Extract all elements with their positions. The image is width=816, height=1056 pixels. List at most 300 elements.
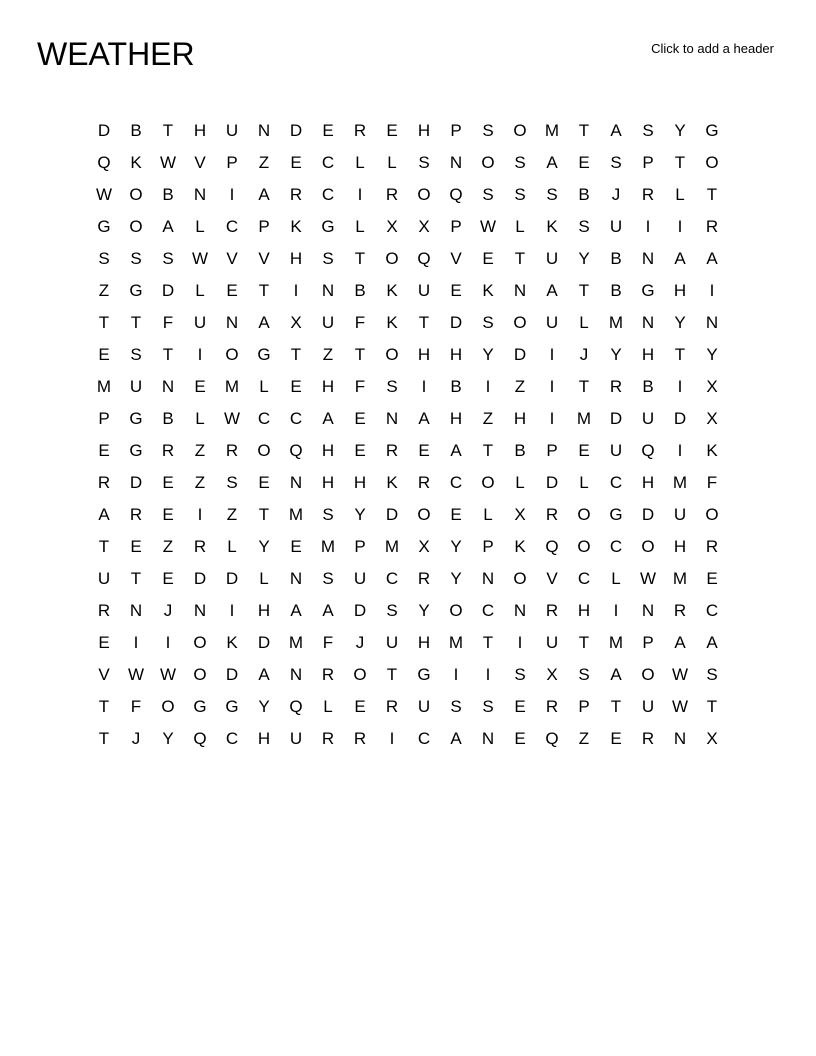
- grid-cell[interactable]: O: [257, 441, 271, 460]
- grid-cell[interactable]: E: [98, 441, 110, 460]
- grid-cell[interactable]: M: [608, 313, 624, 332]
- grid-cell[interactable]: T: [482, 441, 494, 460]
- grid-cell[interactable]: R: [641, 185, 655, 204]
- grid-cell[interactable]: S: [514, 665, 526, 684]
- grid-cell[interactable]: V: [450, 249, 462, 268]
- grid-cell[interactable]: I: [549, 345, 555, 364]
- grid-cell[interactable]: E: [482, 249, 494, 268]
- grid-cell[interactable]: W: [479, 217, 497, 236]
- grid-cell[interactable]: C: [225, 217, 239, 236]
- grid-cell[interactable]: X: [514, 505, 526, 524]
- grid-cell[interactable]: A: [322, 409, 334, 428]
- grid-cell[interactable]: Z: [322, 345, 334, 364]
- grid-cell[interactable]: A: [258, 185, 270, 204]
- grid-cell[interactable]: N: [321, 281, 335, 300]
- grid-cell[interactable]: A: [674, 633, 686, 652]
- grid-cell[interactable]: E: [514, 729, 526, 748]
- grid-cell[interactable]: O: [353, 665, 367, 684]
- grid-cell[interactable]: Y: [450, 537, 462, 556]
- grid-cell[interactable]: U: [385, 633, 399, 652]
- grid-cell[interactable]: I: [485, 665, 491, 684]
- grid-cell[interactable]: O: [129, 185, 143, 204]
- grid-cell[interactable]: U: [353, 569, 367, 588]
- grid-cell[interactable]: S: [514, 153, 526, 172]
- grid-cell[interactable]: T: [162, 121, 174, 140]
- grid-cell[interactable]: Z: [194, 441, 206, 460]
- grid-cell[interactable]: T: [290, 345, 302, 364]
- grid-cell[interactable]: C: [609, 473, 623, 492]
- grid-cell[interactable]: U: [97, 569, 111, 588]
- grid-cell[interactable]: I: [229, 601, 235, 620]
- grid-cell[interactable]: T: [578, 121, 590, 140]
- grid-cell[interactable]: V: [258, 249, 270, 268]
- grid-cell[interactable]: O: [577, 537, 591, 556]
- grid-cell[interactable]: K: [482, 281, 494, 300]
- grid-cell[interactable]: L: [515, 473, 525, 492]
- grid-cell[interactable]: O: [129, 217, 143, 236]
- grid-cell[interactable]: E: [290, 153, 302, 172]
- grid-cell[interactable]: J: [611, 185, 621, 204]
- grid-cell[interactable]: N: [641, 601, 655, 620]
- grid-cell[interactable]: T: [706, 185, 718, 204]
- grid-cell[interactable]: O: [513, 313, 527, 332]
- grid-cell[interactable]: R: [385, 185, 399, 204]
- grid-cell[interactable]: D: [257, 633, 271, 652]
- header-placeholder[interactable]: Click to add a header: [651, 41, 774, 56]
- grid-cell[interactable]: R: [289, 185, 303, 204]
- grid-cell[interactable]: S: [130, 249, 142, 268]
- grid-cell[interactable]: H: [641, 473, 655, 492]
- grid-cell[interactable]: G: [705, 121, 719, 140]
- grid-cell[interactable]: L: [355, 217, 365, 236]
- grid-cell[interactable]: N: [705, 313, 719, 332]
- grid-cell[interactable]: E: [386, 121, 398, 140]
- grid-cell[interactable]: C: [417, 729, 431, 748]
- grid-cell[interactable]: P: [546, 441, 558, 460]
- grid-cell[interactable]: M: [608, 633, 624, 652]
- grid-cell[interactable]: T: [354, 249, 366, 268]
- grid-cell[interactable]: T: [98, 537, 110, 556]
- grid-cell[interactable]: O: [513, 121, 527, 140]
- grid-cell[interactable]: K: [546, 217, 558, 236]
- grid-cell[interactable]: A: [450, 441, 462, 460]
- grid-cell[interactable]: E: [162, 473, 174, 492]
- grid-cell[interactable]: W: [671, 697, 689, 716]
- grid-cell[interactable]: Y: [610, 345, 622, 364]
- grid-cell[interactable]: I: [229, 185, 235, 204]
- grid-cell[interactable]: R: [353, 121, 367, 140]
- grid-cell[interactable]: O: [417, 505, 431, 524]
- grid-cell[interactable]: N: [193, 185, 207, 204]
- grid-cell[interactable]: M: [96, 377, 112, 396]
- grid-cell[interactable]: N: [289, 569, 303, 588]
- grid-cell[interactable]: T: [162, 345, 174, 364]
- grid-cell[interactable]: D: [225, 665, 239, 684]
- grid-cell[interactable]: R: [321, 729, 335, 748]
- grid-cell[interactable]: I: [453, 665, 459, 684]
- grid-cell[interactable]: S: [386, 601, 398, 620]
- grid-cell[interactable]: T: [98, 313, 110, 332]
- grid-cell[interactable]: J: [131, 729, 141, 748]
- grid-cell[interactable]: B: [354, 281, 366, 300]
- grid-cell[interactable]: S: [610, 153, 622, 172]
- grid-cell[interactable]: E: [226, 281, 238, 300]
- grid-cell[interactable]: V: [546, 569, 558, 588]
- grid-cell[interactable]: D: [353, 601, 367, 620]
- grid-cell[interactable]: N: [673, 729, 687, 748]
- grid-cell[interactable]: O: [385, 249, 399, 268]
- grid-cell[interactable]: U: [193, 313, 207, 332]
- grid-cell[interactable]: R: [545, 601, 559, 620]
- grid-cell[interactable]: Y: [674, 313, 686, 332]
- grid-cell[interactable]: U: [225, 121, 239, 140]
- grid-cell[interactable]: P: [98, 409, 110, 428]
- grid-cell[interactable]: P: [450, 217, 462, 236]
- grid-cell[interactable]: W: [223, 409, 241, 428]
- grid-cell[interactable]: R: [545, 505, 559, 524]
- grid-cell[interactable]: I: [549, 409, 555, 428]
- grid-cell[interactable]: I: [197, 345, 203, 364]
- grid-cell[interactable]: M: [288, 633, 304, 652]
- grid-cell[interactable]: I: [549, 377, 555, 396]
- grid-cell[interactable]: G: [193, 697, 207, 716]
- grid-cell[interactable]: T: [610, 697, 622, 716]
- grid-cell[interactable]: T: [706, 697, 718, 716]
- grid-cell[interactable]: C: [705, 601, 719, 620]
- grid-cell[interactable]: N: [641, 249, 655, 268]
- grid-cell[interactable]: H: [417, 121, 431, 140]
- grid-cell[interactable]: W: [127, 665, 145, 684]
- grid-cell[interactable]: T: [674, 153, 686, 172]
- grid-cell[interactable]: R: [129, 505, 143, 524]
- grid-cell[interactable]: K: [706, 441, 718, 460]
- grid-cell[interactable]: I: [133, 633, 139, 652]
- grid-cell[interactable]: A: [546, 281, 558, 300]
- grid-cell[interactable]: S: [322, 505, 334, 524]
- grid-cell[interactable]: H: [449, 345, 463, 364]
- grid-cell[interactable]: H: [673, 537, 687, 556]
- grid-cell[interactable]: R: [385, 441, 399, 460]
- grid-cell[interactable]: O: [641, 665, 655, 684]
- grid-cell[interactable]: D: [673, 409, 687, 428]
- grid-cell[interactable]: N: [449, 153, 463, 172]
- grid-cell[interactable]: U: [545, 313, 559, 332]
- grid-cell[interactable]: L: [195, 217, 205, 236]
- grid-cell[interactable]: X: [418, 537, 430, 556]
- grid-cell[interactable]: Q: [193, 729, 207, 748]
- grid-cell[interactable]: E: [130, 537, 142, 556]
- grid-cell[interactable]: N: [225, 313, 239, 332]
- grid-cell[interactable]: R: [97, 601, 111, 620]
- grid-cell[interactable]: H: [641, 345, 655, 364]
- grid-cell[interactable]: M: [544, 121, 560, 140]
- grid-cell[interactable]: A: [674, 249, 686, 268]
- grid-cell[interactable]: M: [576, 409, 592, 428]
- grid-cell[interactable]: X: [706, 729, 718, 748]
- grid-cell[interactable]: R: [193, 537, 207, 556]
- grid-cell[interactable]: C: [321, 185, 335, 204]
- grid-cell[interactable]: L: [675, 185, 685, 204]
- grid-cell[interactable]: H: [321, 441, 335, 460]
- grid-cell[interactable]: S: [578, 217, 590, 236]
- grid-cell[interactable]: H: [257, 601, 271, 620]
- grid-cell[interactable]: N: [129, 601, 143, 620]
- grid-cell[interactable]: K: [130, 153, 142, 172]
- grid-cell[interactable]: C: [257, 409, 271, 428]
- grid-cell[interactable]: L: [611, 569, 621, 588]
- grid-cell[interactable]: I: [517, 633, 523, 652]
- grid-cell[interactable]: S: [322, 249, 334, 268]
- grid-cell[interactable]: A: [98, 505, 110, 524]
- grid-cell[interactable]: W: [159, 153, 177, 172]
- grid-cell[interactable]: Z: [98, 281, 110, 300]
- grid-cell[interactable]: E: [290, 377, 302, 396]
- grid-cell[interactable]: O: [193, 633, 207, 652]
- grid-cell[interactable]: B: [610, 249, 622, 268]
- grid-cell[interactable]: Z: [578, 729, 590, 748]
- grid-cell[interactable]: Z: [194, 473, 206, 492]
- grid-cell[interactable]: N: [481, 569, 495, 588]
- grid-cell[interactable]: D: [609, 409, 623, 428]
- grid-cell[interactable]: I: [677, 377, 683, 396]
- grid-cell[interactable]: E: [450, 281, 462, 300]
- grid-cell[interactable]: F: [354, 377, 366, 396]
- grid-cell[interactable]: O: [705, 153, 719, 172]
- grid-cell[interactable]: L: [195, 281, 205, 300]
- grid-cell[interactable]: F: [354, 313, 366, 332]
- grid-cell[interactable]: Y: [674, 121, 686, 140]
- grid-cell[interactable]: A: [418, 409, 430, 428]
- grid-cell[interactable]: L: [483, 505, 493, 524]
- grid-cell[interactable]: H: [353, 473, 367, 492]
- grid-cell[interactable]: H: [577, 601, 591, 620]
- grid-cell[interactable]: H: [673, 281, 687, 300]
- grid-cell[interactable]: I: [165, 633, 171, 652]
- grid-cell[interactable]: R: [225, 441, 239, 460]
- grid-cell[interactable]: T: [130, 313, 142, 332]
- grid-cell[interactable]: G: [129, 281, 143, 300]
- grid-cell[interactable]: X: [418, 217, 430, 236]
- grid-cell[interactable]: R: [705, 537, 719, 556]
- grid-cell[interactable]: U: [129, 377, 143, 396]
- grid-cell[interactable]: U: [641, 409, 655, 428]
- grid-cell[interactable]: S: [322, 569, 334, 588]
- grid-cell[interactable]: R: [641, 729, 655, 748]
- grid-cell[interactable]: M: [672, 569, 688, 588]
- grid-cell[interactable]: B: [162, 409, 174, 428]
- grid-cell[interactable]: D: [289, 121, 303, 140]
- grid-cell[interactable]: G: [129, 409, 143, 428]
- grid-cell[interactable]: I: [293, 281, 299, 300]
- grid-cell[interactable]: S: [162, 249, 174, 268]
- grid-cell[interactable]: N: [513, 601, 527, 620]
- grid-cell[interactable]: T: [514, 249, 526, 268]
- grid-cell[interactable]: O: [481, 473, 495, 492]
- grid-cell[interactable]: V: [194, 153, 206, 172]
- grid-cell[interactable]: B: [514, 441, 526, 460]
- grid-cell[interactable]: P: [642, 633, 654, 652]
- grid-cell[interactable]: I: [677, 217, 683, 236]
- grid-cell[interactable]: A: [162, 217, 174, 236]
- grid-cell[interactable]: F: [322, 633, 334, 652]
- grid-cell[interactable]: L: [515, 217, 525, 236]
- grid-cell[interactable]: A: [706, 249, 718, 268]
- grid-cell[interactable]: D: [225, 569, 239, 588]
- grid-cell[interactable]: O: [449, 601, 463, 620]
- grid-cell[interactable]: M: [224, 377, 240, 396]
- grid-cell[interactable]: U: [609, 217, 623, 236]
- grid-cell[interactable]: N: [161, 377, 175, 396]
- grid-cell[interactable]: S: [450, 697, 462, 716]
- grid-cell[interactable]: W: [639, 569, 657, 588]
- grid-cell[interactable]: Y: [258, 537, 270, 556]
- grid-cell[interactable]: X: [546, 665, 558, 684]
- grid-cell[interactable]: N: [513, 281, 527, 300]
- grid-cell[interactable]: W: [159, 665, 177, 684]
- grid-cell[interactable]: E: [162, 505, 174, 524]
- grid-cell[interactable]: G: [641, 281, 655, 300]
- grid-cell[interactable]: M: [384, 537, 400, 556]
- grid-cell[interactable]: V: [226, 249, 238, 268]
- grid-cell[interactable]: L: [259, 377, 269, 396]
- grid-cell[interactable]: E: [354, 697, 366, 716]
- grid-cell[interactable]: S: [386, 377, 398, 396]
- grid-cell[interactable]: X: [290, 313, 302, 332]
- grid-cell[interactable]: Q: [641, 441, 655, 460]
- grid-cell[interactable]: D: [97, 121, 111, 140]
- grid-cell[interactable]: S: [514, 185, 526, 204]
- grid-cell[interactable]: O: [225, 345, 239, 364]
- grid-cell[interactable]: T: [258, 505, 270, 524]
- grid-cell[interactable]: I: [421, 377, 427, 396]
- grid-cell[interactable]: L: [579, 313, 589, 332]
- grid-cell[interactable]: H: [321, 473, 335, 492]
- grid-cell[interactable]: U: [417, 281, 431, 300]
- grid-cell[interactable]: B: [642, 377, 654, 396]
- grid-cell[interactable]: T: [578, 281, 590, 300]
- grid-cell[interactable]: K: [386, 313, 398, 332]
- grid-cell[interactable]: P: [482, 537, 494, 556]
- grid-cell[interactable]: R: [97, 473, 111, 492]
- grid-cell[interactable]: T: [674, 345, 686, 364]
- grid-cell[interactable]: A: [546, 153, 558, 172]
- grid-cell[interactable]: S: [546, 185, 558, 204]
- grid-cell[interactable]: H: [193, 121, 207, 140]
- grid-cell[interactable]: H: [321, 377, 335, 396]
- grid-cell[interactable]: E: [290, 537, 302, 556]
- grid-cell[interactable]: L: [195, 409, 205, 428]
- grid-cell[interactable]: E: [98, 633, 110, 652]
- grid-cell[interactable]: L: [227, 537, 237, 556]
- grid-cell[interactable]: J: [163, 601, 173, 620]
- grid-cell[interactable]: O: [481, 153, 495, 172]
- grid-cell[interactable]: B: [578, 185, 590, 204]
- grid-cell[interactable]: R: [417, 473, 431, 492]
- grid-cell[interactable]: A: [450, 729, 462, 748]
- grid-cell[interactable]: A: [322, 601, 334, 620]
- grid-cell[interactable]: X: [706, 377, 718, 396]
- grid-cell[interactable]: C: [385, 569, 399, 588]
- grid-cell[interactable]: X: [706, 409, 718, 428]
- grid-cell[interactable]: O: [577, 505, 591, 524]
- grid-cell[interactable]: T: [578, 377, 590, 396]
- grid-cell[interactable]: L: [355, 153, 365, 172]
- grid-cell[interactable]: S: [226, 473, 238, 492]
- grid-cell[interactable]: U: [321, 313, 335, 332]
- grid-cell[interactable]: H: [417, 345, 431, 364]
- grid-cell[interactable]: N: [257, 121, 271, 140]
- grid-cell[interactable]: T: [130, 569, 142, 588]
- grid-cell[interactable]: G: [417, 665, 431, 684]
- grid-cell[interactable]: R: [545, 697, 559, 716]
- grid-cell[interactable]: C: [321, 153, 335, 172]
- grid-cell[interactable]: W: [671, 665, 689, 684]
- grid-cell[interactable]: L: [579, 473, 589, 492]
- grid-cell[interactable]: C: [481, 601, 495, 620]
- grid-cell[interactable]: Y: [258, 697, 270, 716]
- grid-cell[interactable]: R: [417, 569, 431, 588]
- grid-cell[interactable]: Y: [162, 729, 174, 748]
- grid-cell[interactable]: P: [450, 121, 462, 140]
- grid-cell[interactable]: O: [705, 505, 719, 524]
- grid-cell[interactable]: F: [162, 313, 174, 332]
- grid-cell[interactable]: S: [642, 121, 654, 140]
- grid-cell[interactable]: E: [322, 121, 334, 140]
- grid-cell[interactable]: L: [259, 569, 269, 588]
- grid-cell[interactable]: R: [161, 441, 175, 460]
- grid-cell[interactable]: P: [226, 153, 238, 172]
- grid-cell[interactable]: C: [289, 409, 303, 428]
- grid-cell[interactable]: E: [354, 409, 366, 428]
- grid-cell[interactable]: T: [354, 345, 366, 364]
- grid-cell[interactable]: C: [577, 569, 591, 588]
- grid-cell[interactable]: F: [130, 697, 142, 716]
- grid-cell[interactable]: N: [289, 473, 303, 492]
- grid-cell[interactable]: A: [610, 665, 622, 684]
- grid-cell[interactable]: S: [418, 153, 430, 172]
- grid-cell[interactable]: M: [448, 633, 464, 652]
- grid-cell[interactable]: I: [645, 217, 651, 236]
- grid-cell[interactable]: E: [450, 505, 462, 524]
- grid-cell[interactable]: N: [481, 729, 495, 748]
- grid-cell[interactable]: U: [641, 697, 655, 716]
- grid-cell[interactable]: H: [513, 409, 527, 428]
- grid-cell[interactable]: O: [193, 665, 207, 684]
- grid-cell[interactable]: R: [609, 377, 623, 396]
- grid-cell[interactable]: P: [642, 153, 654, 172]
- grid-cell[interactable]: S: [98, 249, 110, 268]
- grid-cell[interactable]: Z: [162, 537, 174, 556]
- grid-cell[interactable]: G: [225, 697, 239, 716]
- grid-cell[interactable]: O: [385, 345, 399, 364]
- grid-cell[interactable]: X: [386, 217, 398, 236]
- grid-cell[interactable]: N: [385, 409, 399, 428]
- grid-cell[interactable]: Y: [354, 505, 366, 524]
- grid-cell[interactable]: Q: [289, 697, 303, 716]
- grid-cell[interactable]: D: [641, 505, 655, 524]
- grid-cell[interactable]: W: [191, 249, 209, 268]
- grid-cell[interactable]: R: [321, 665, 335, 684]
- grid-cell[interactable]: H: [257, 729, 271, 748]
- grid-cell[interactable]: O: [641, 537, 655, 556]
- grid-cell[interactable]: E: [194, 377, 206, 396]
- grid-cell[interactable]: R: [705, 217, 719, 236]
- grid-cell[interactable]: E: [354, 441, 366, 460]
- grid-cell[interactable]: R: [673, 601, 687, 620]
- grid-cell[interactable]: S: [482, 697, 494, 716]
- grid-cell[interactable]: E: [98, 345, 110, 364]
- grid-cell[interactable]: A: [258, 665, 270, 684]
